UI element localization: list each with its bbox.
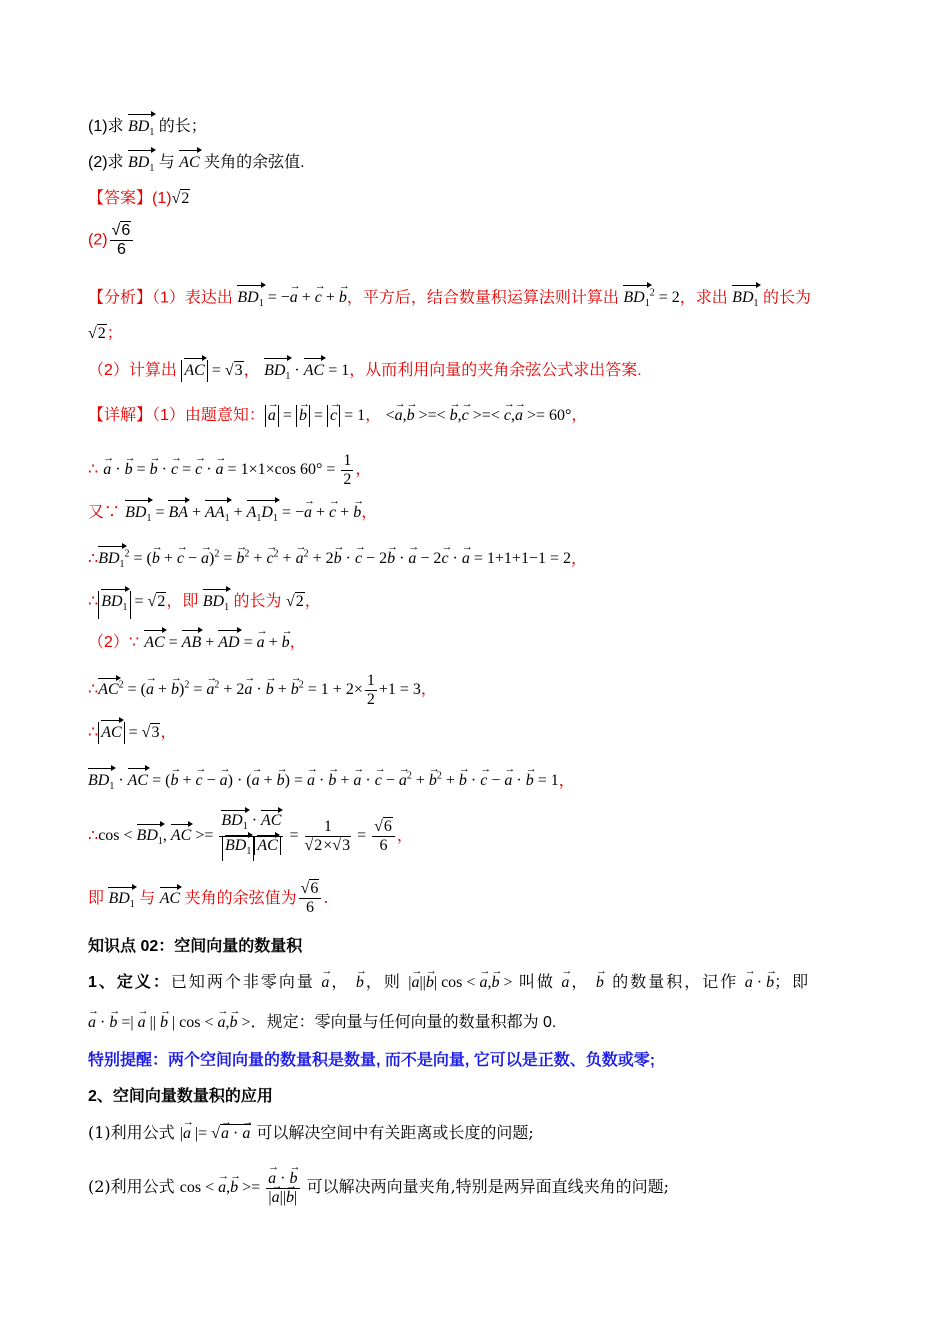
detail-line-1: 【详解】（1）由题意知： a → = b → = c → = 1， <a →,b → >=< b →,c → >=< c →,a → >= 60°， — [88, 405, 587, 427]
analysis-line-1: 【分析】（1）表达出 $BD_1 = -a$ → + c → + b →，平方后，结合数量积运算法则计算出 $BD_1^2 = 2$，求出 $BD_1$ 的长为 — [88, 283, 811, 316]
question-1: (1)求 $BD_1$ 的长； — [88, 116, 207, 144]
step-2: 又∵ $BD_1$ = BA + $AA_1 + A_1D_1 = -a$ → + c → + b →， — [88, 501, 377, 530]
step-9: ∴cos < $BD_1$, AC >= $\frac{BD_1 \cdot AC}{BD_1 AC}$ = $\frac{1}{√2\times√3}$ = $\frac{√6}{6}$ ， — [88, 812, 413, 861]
definition-line-2: a → · b → =| a → || b → | cos < a →,b → >．规定：零向量与任何向量的数量积都为 0. — [88, 1012, 556, 1034]
application-1: (1)利用公式 |a → |= √a → · a → 可以解决空间中有关距离或长度的问题; — [88, 1122, 534, 1145]
step-3: $\therefore BD_1^2 = (b$ → + c → − a →)$^2$ = b →$^2$ + c →$^2$ + a →$^2$ + 2b → · c → − 2b → · a → − 2c → · a → = 1+1+1−1 = 2， — [88, 544, 587, 577]
section-title: 知识点 02：空间向量的数量积 — [88, 938, 303, 955]
step-6: $\therefore AC^2 = (a$ → + b →)$^2$ = a →$^2$ + 2a → · b → + b →$^2$ = 1 + 2× $\frac{1}{2}$ +1 = 3， — [88, 672, 437, 709]
question-2: (2)求 $BD_1$ 与 AC 夹角的余弦值. — [88, 152, 305, 180]
step-1: ∴ a → · b → = b → · c → = c → · a → = 1×1×cos 60° = $\frac{1}{2}$ ， — [88, 452, 371, 489]
step-5: （2）∵ AC = AB + AD = a → + b →， — [88, 631, 306, 654]
analysis-line-2: （2）计算出 AC = √3， $BD_1$ · AC = 1，从而利用向量的夹角余弦公式求出答案. — [88, 360, 642, 388]
application-2: (2)利用公式 cos < a →,b → >= $\frac{a \to \cdot b \to}{|a \to||b \to|}$ 可以解决两向量夹角,特别是两异面直线夹角的问题; — [88, 1170, 669, 1207]
analysis-line-1-end: √2； — [88, 323, 123, 342]
definition-line-1: 1、定义：已知两个非零向量 a →， b →，则 |a →||b →| cos < a →,b → > 叫做 a →， b → 的数量积，记作 a → · b →；即 — [88, 972, 810, 994]
step-10: 即 $BD_1$ 与 AC 夹角的余弦值为 $\frac{√6}{6}$ . — [88, 880, 329, 916]
step-7: ∴ AC = √3， — [88, 721, 176, 744]
application-title: 2、空间向量数量积的应用 — [88, 1088, 273, 1105]
step-8: $BD_1$ · AC = (b → + c → − a →) · (a → + b →) = a → · b → + a → · c → − a →$^2$ + b →$^2$ + b → · c → − a → · b → = 1， — [88, 766, 575, 799]
special-reminder: 特别提醒：两个空间向量的数量积是数量, 而不是向量, 它可以是正数、负数或零; — [88, 1052, 656, 1069]
step-4: ∴ $BD_1 = √2$，即 $BD_1$ 的长为 √2， — [88, 590, 321, 619]
answer-label: 【答案】(1)√2 — [88, 190, 190, 207]
answer-2: (2) $\frac{√6}{6}$ — [88, 222, 135, 259]
